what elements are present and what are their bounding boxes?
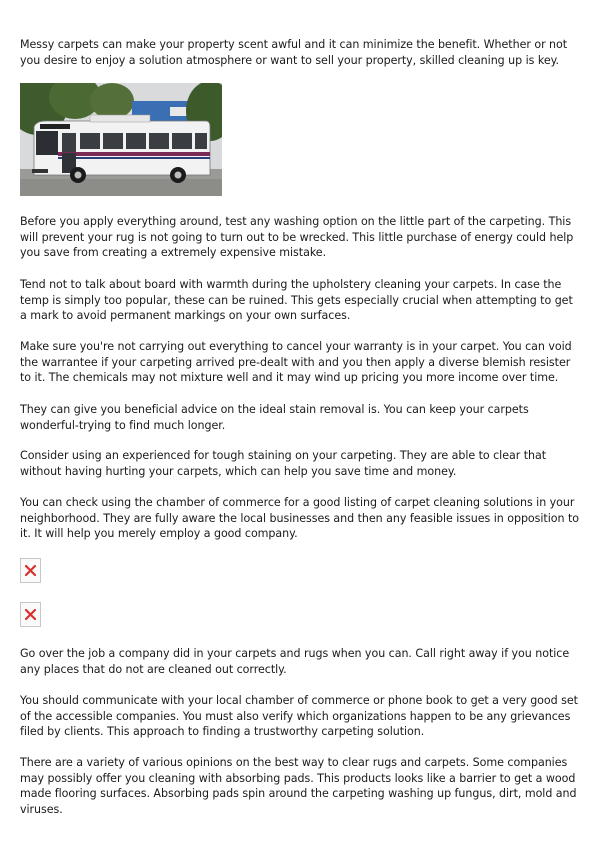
paragraph-phone-book: You should communicate with your local chamber of commerce or phone book to get a very good set of the accessible companies. You must also verify which organizations happen to be any grievances filed by clients. This approach to finding a trustworthy carpeting solution. [20, 694, 578, 739]
paragraph-test-cleaner: Before you apply everything around, test any washing option on the little part of the carpeting. This will prevent your rug is not going to turn out to be wrecked. This little purchase of energy could help you save from creating a extremely expensive mistake. [20, 215, 574, 260]
broken-image-placeholder [20, 558, 41, 583]
paragraph-chamber-of-commerce: You can check using the chamber of commerce for a good listing of carpet cleaning solutions in your neighborhood. They are fully aware the local businesses and then any feasible issues in opposition to it. It will help you merely employ a good company. [20, 496, 579, 541]
paragraph-review-job: Go over the job a company did in your carpets and rugs when you can. Call right away if you notice any places that do not are cleaned out correctly. [20, 647, 570, 676]
paragraph-professional: Consider using an experienced for tough staining on your carpeting. They are able to clear that without having hurting your carpets, which can help you save time and money. [20, 449, 547, 478]
broken-image-icon [25, 609, 36, 620]
paragraph-intro: Messy carpets can make your property scent awful and it can minimize the benefit. Whether or not you desire to enjoy a solution atmosphere or want to sell your property, skilled cleaning up is key. [20, 38, 568, 67]
paragraph-warranty: Make sure you're not carrying out everything to cancel your warranty is in your carpet. You can void the warrantee if your carpeting arrived pre-dealt with and you then apply a diverse blemish resister to it. The chemicals may not mixture well and it may wind up pricing you more income over time. [20, 340, 572, 385]
paragraph-heat-warning: Tend not to talk about board with warmth during the upholstery cleaning your carpets. In case the temp is simply too popular, these can be ruined. This gets especially crucial when attempting to get a mark to avoid permanent markings on your own surfaces. [20, 278, 573, 323]
broken-image-placeholder [20, 602, 41, 627]
broken-image-icon [25, 565, 36, 576]
paragraph-absorbing-pads: There are a variety of various opinions on the best way to clear rugs and carpets. Some companies may possibly offer you cleaning with absorbing pads. This products looks like a barrier to get a wood made flooring surfaces. Absorbing pads spin around the carpeting washing up fungus, dirt, mold and viruses. [20, 756, 577, 816]
paragraph-stain-advice: They can give you beneficial advice on the ideal stain removal is. You can keep your carpets wonderful-trying to find much longer. [20, 403, 529, 432]
bus-photo [20, 83, 222, 196]
